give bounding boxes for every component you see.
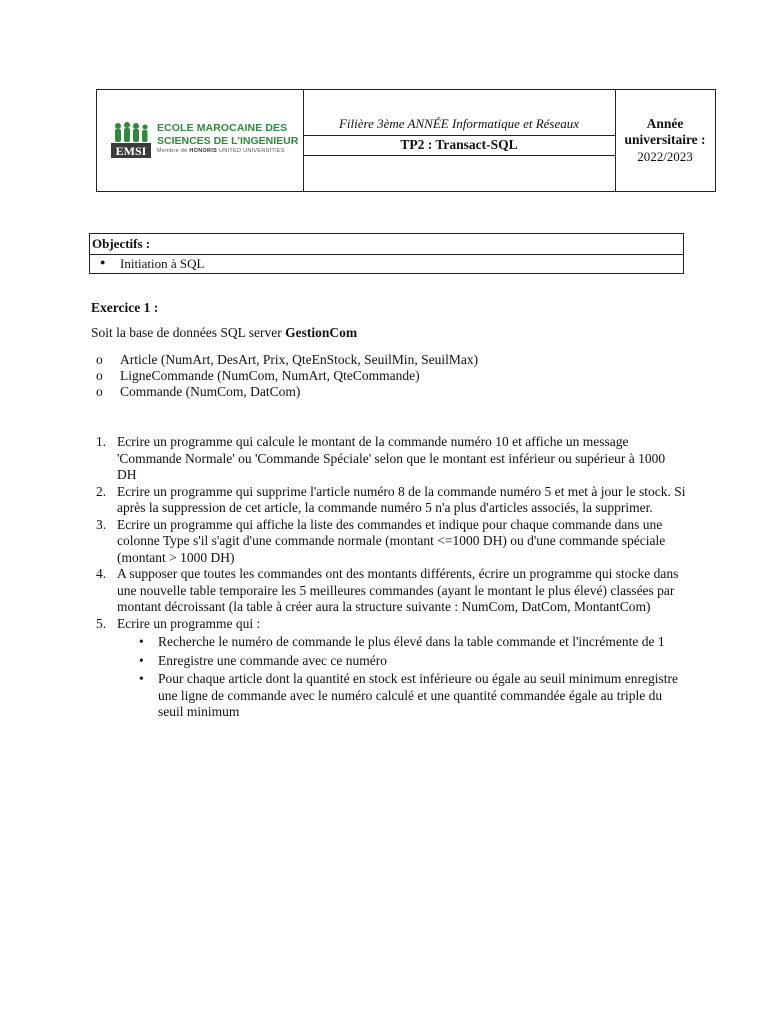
bullet-icon: ● [100,257,106,267]
emsi-logo-figures-icon [111,122,151,158]
circle-bullet-icon: o [96,368,103,383]
question-text: Ecrire un programme qui supprime l'article numéro 8 de la commande numéro 5 et met à jour le stock. Si après la suppression de cet article, la commande numéro 5 n'a plus d'articles associés, la supprimer. [117,483,686,515]
intro-database-name: GestionCom [285,325,358,340]
logo-line1: ECOLE MAROCAINE DES [157,122,288,134]
objectifs-heading: Objectifs : [92,236,151,251]
exercise-intro [91,325,357,341]
circle-bullet-icon: o [96,384,103,399]
sub-step-text: Recherche le numéro de commande le plus élevé dans la table commande et l'incrémente de 1 [158,634,665,649]
filiere-text: Filière 3ème ANNÉE Informatique et Réseaux [338,116,580,131]
logo-member-suffix: UNITED UNIVERSITIES [218,148,285,154]
sub-step-item [137,671,686,721]
program-cell [303,90,616,191]
annee-value: 2022/2023 [637,149,693,164]
question-number: 5. [96,615,107,631]
list-item [96,352,696,368]
divider [303,155,615,156]
emsi-badge-text: EMSI [115,144,147,158]
annee-label: Année universitaire : [624,116,706,147]
questions-list [96,434,686,721]
question-item [96,517,686,567]
question-number: 2. [96,483,107,499]
question-text: Ecrire un programme qui : [117,615,261,631]
emsi-logo [111,120,299,160]
intro-text: Soit la base de données SQL server [91,325,282,340]
logo-line2: SCIENCES DE L'INGENIEUR [157,135,299,147]
logo-cell [97,90,304,191]
question-item [96,434,686,484]
table-schema: LigneCommande (NumCom, NumArt, QteCommande) [120,368,420,383]
question-number: 3. [96,516,107,532]
tables-list [96,352,696,400]
logo-member-prefix: Membre de [157,148,188,154]
bullet-icon: • [139,671,144,686]
table-schema: Article (NumArt, DesArt, Prix, QteEnStock, SeuilMin, SeuilMax) [120,352,479,367]
exercise-title: Exercice 1 : [91,300,159,315]
sub-step-item [137,653,686,670]
question-text: A supposer que toutes les commandes ont des montants différents, écrire un programme qui stocke dans une nouvelle table temporaire les 5 meilleures commandes (ayant le montant le plus élevé) classées par montant décroissant (la table à créer aura la structure suivante : NumCom, DatCom, MontantCom) [117,566,679,614]
question-item [96,616,686,721]
objectifs-table [89,233,684,274]
question-item [96,566,686,616]
objectif-item: Initiation à SQL [120,256,205,271]
question-text: Ecrire un programme qui calcule le montant de la commande numéro 10 et affiche un message 'Commande Normale' ou 'Commande Spéciale' selon que le montant est inférieur ou supérieur à 1000 DH [117,434,666,482]
bullet-icon: • [139,634,144,649]
table-schema: Commande (NumCom, DatCom) [120,384,301,399]
logo-member-line [157,148,285,154]
logo-member-brand: HONORIS [189,148,218,154]
question-text: Ecrire un programme qui affiche la liste des commandes et indique pour chaque commande dans une colonne Type s'il s'agit d'une commande normale (montant <=1000 DH) ou d'une commande spéciale (montant > 1000 DH) [117,516,666,565]
question-number: 4. [96,566,107,581]
sub-step-item [137,634,686,651]
bullet-icon: • [139,652,144,668]
header-table [96,89,716,192]
circle-bullet-icon: o [96,352,103,367]
divider [90,254,683,255]
sub-step-text: Pour chaque article dont la quantité en stock est inférieure ou égale au seuil minimum enregistre une ligne de commande avec le numéro calculé et une quantité commandée égale au triple du seuil minimum [158,671,678,719]
tp-title: TP2 : Transact-SQL [400,137,518,152]
year-cell [615,90,715,191]
sub-steps-list [117,634,686,721]
question-number: 1. [96,434,107,449]
list-item [96,384,696,400]
question-item [96,484,686,517]
list-item [96,368,696,384]
sub-step-text: Enregistre une commande avec ce numéro [158,652,388,668]
